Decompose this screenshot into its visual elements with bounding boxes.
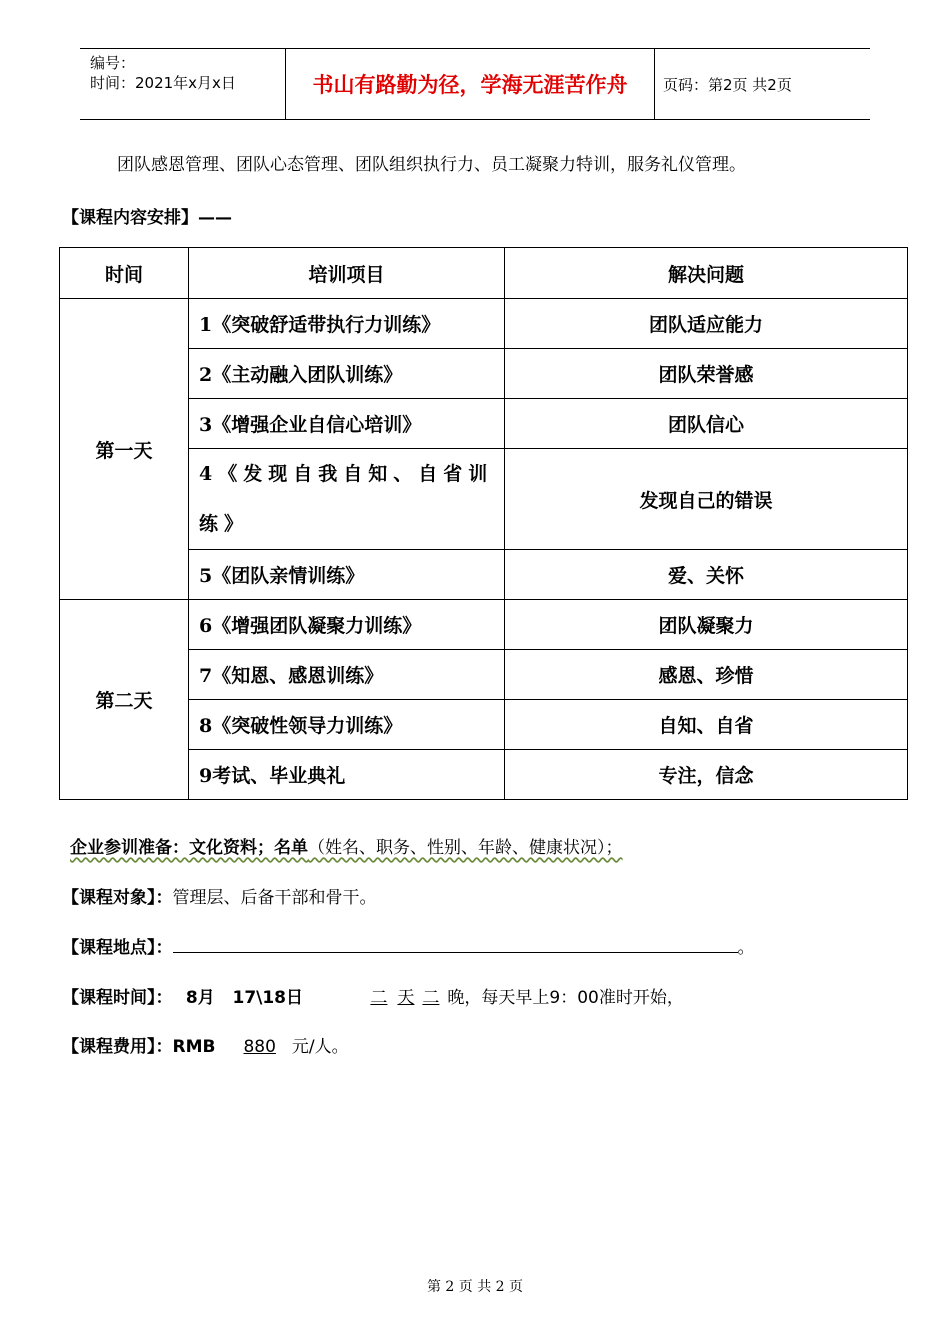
training-item: 9考试、毕业典礼	[189, 750, 505, 800]
table-header-row	[60, 248, 908, 299]
schedule-table	[59, 247, 908, 800]
problem-solved: 发现自己的错误	[505, 449, 908, 550]
problem-solved: 团队信心	[505, 399, 908, 449]
table-row	[60, 299, 908, 349]
location-blank	[173, 935, 738, 953]
problem-solved: 团队适应能力	[505, 299, 908, 349]
document-number-label: 编号：	[90, 54, 136, 72]
training-item: 8《突破性领导力训练》	[189, 700, 505, 750]
day-two-cell: 第二天	[60, 600, 189, 800]
fee-unit: 元/人。	[291, 1037, 349, 1057]
prep-detail: （姓名、职务、性别、年龄、健康状况）；	[308, 838, 623, 858]
location-label: 【课程地点】：	[62, 938, 173, 958]
problem-solved: 自知、自省	[505, 700, 908, 750]
course-location-line	[62, 933, 755, 958]
course-fee-line	[62, 1032, 349, 1057]
course-day-unit: 天	[397, 988, 415, 1008]
header-motto: 书山有路勤为径，学海无涯苦作舟	[285, 49, 655, 119]
document-time-label: 时间：2021年x月x日	[90, 74, 236, 92]
course-nights: 二	[422, 988, 440, 1008]
training-item: 6《增强团队凝聚力训练》	[189, 600, 505, 650]
training-item: 1《突破舒适带执行力训练》	[189, 299, 505, 349]
course-target-line	[62, 883, 377, 908]
training-item: 2《主动融入团队训练》	[189, 349, 505, 399]
participant-prep-line	[70, 833, 623, 858]
section-title: 【课程内容安排】——	[62, 208, 232, 228]
header-page-label: 页码：第2页 共2页	[663, 75, 792, 94]
target-label: 【课程对象】：	[62, 888, 173, 908]
intro-paragraph: 团队感恩管理、团队心态管理、团队组织执行力、员工凝聚力特训，服务礼仪管理。	[117, 155, 746, 175]
column-header-item: 培训项目	[189, 248, 505, 299]
prep-label: 企业参训准备：文化资料；名单	[70, 838, 308, 858]
day-one-cell: 第一天	[60, 299, 189, 600]
location-end: 。	[737, 938, 755, 958]
training-item: 3《增强企业自信心培训》	[189, 399, 505, 449]
problem-solved: 团队凝聚力	[505, 600, 908, 650]
fee-label: 【课程费用】：RMB	[62, 1037, 216, 1057]
time-label: 【课程时间】：	[62, 988, 173, 1008]
course-days: 二	[370, 988, 388, 1008]
training-item: 4《发现自我自知、自省训练》	[189, 449, 505, 550]
column-header-time: 时间	[60, 248, 189, 299]
course-time-line	[62, 983, 684, 1008]
table-row	[60, 600, 908, 650]
training-item: 5《团队亲情训练》	[189, 550, 505, 600]
course-time-rest: 晚，每天早上9：00准时开始，	[447, 988, 684, 1008]
page-header	[80, 48, 870, 120]
header-meta	[90, 53, 236, 93]
fee-amount: 880	[243, 1037, 276, 1057]
course-date: 8月 17\18日	[185, 988, 304, 1008]
problem-solved: 专注，信念	[505, 750, 908, 800]
training-item: 7《知恩、感恩训练》	[189, 650, 505, 700]
target-value: 管理层、后备干部和骨干。	[172, 888, 377, 908]
column-header-problem: 解决问题	[505, 248, 908, 299]
problem-solved: 团队荣誉感	[505, 349, 908, 399]
problem-solved: 感恩、珍惜	[505, 650, 908, 700]
page-footer: 第 2 页 共 2 页	[426, 1279, 524, 1295]
problem-solved: 爱、关怀	[505, 550, 908, 600]
